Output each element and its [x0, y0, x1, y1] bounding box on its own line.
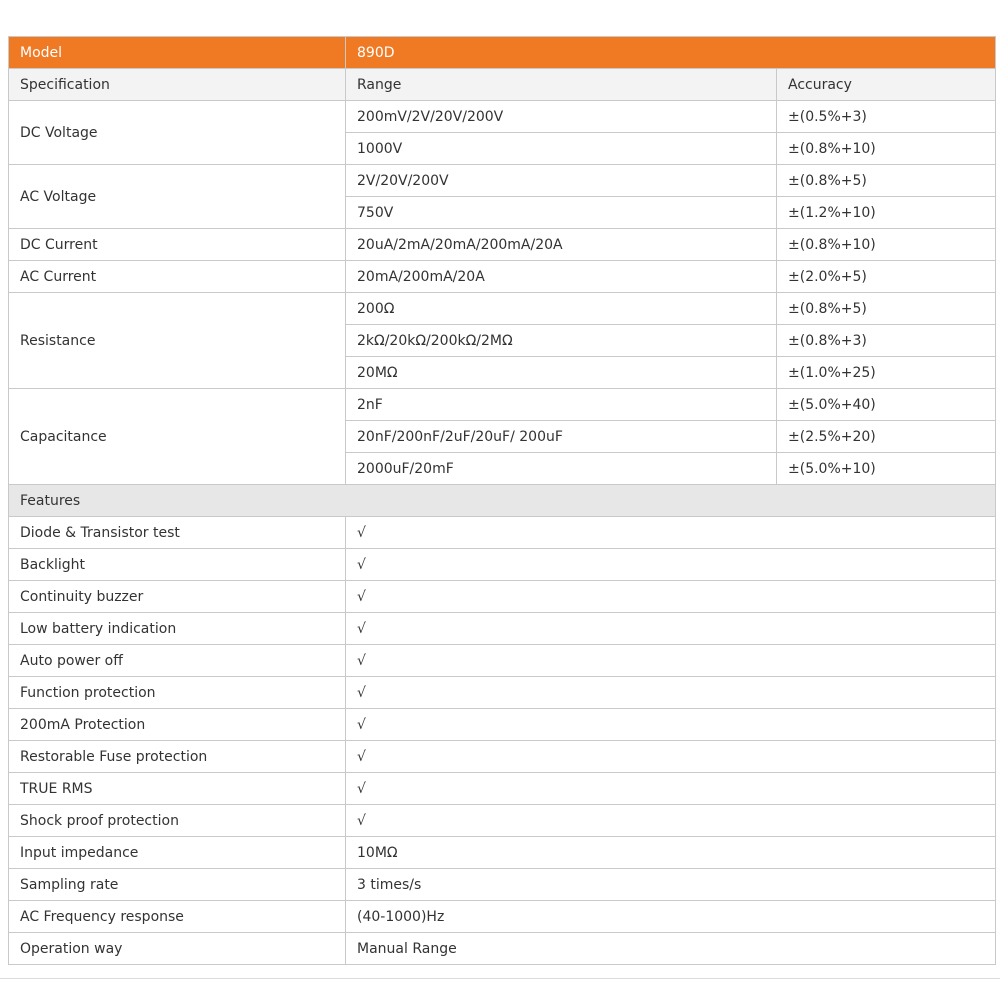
range-cell: 200mV/2V/20V/200V — [346, 101, 777, 133]
spec-label-capacitance: Capacitance — [9, 389, 346, 485]
model-row — [9, 37, 996, 69]
feature-value: √ — [346, 805, 996, 837]
spec-label-ac-voltage: AC Voltage — [9, 165, 346, 229]
model-value: 890D — [346, 37, 996, 69]
feature-row — [9, 517, 996, 549]
spec-row-dc-voltage — [9, 101, 996, 133]
spec-row-ac-current — [9, 261, 996, 293]
accuracy-cell: ±(1.2%+10) — [777, 197, 996, 229]
range-cell: 1000V — [346, 133, 777, 165]
spec-row-dc-current — [9, 229, 996, 261]
feature-value: √ — [346, 677, 996, 709]
range-cell: 2kΩ/20kΩ/200kΩ/2MΩ — [346, 325, 777, 357]
spec-label-ac-current: AC Current — [9, 261, 346, 293]
spec-row-capacitance — [9, 389, 996, 421]
feature-name: Low battery indication — [9, 613, 346, 645]
accuracy-cell: ±(0.8%+10) — [777, 229, 996, 261]
accuracy-cell: ±(2.5%+20) — [777, 421, 996, 453]
spec-label-dc-voltage: DC Voltage — [9, 101, 346, 165]
feature-name: Continuity buzzer — [9, 581, 346, 613]
feature-row — [9, 709, 996, 741]
accuracy-cell: ±(5.0%+40) — [777, 389, 996, 421]
feature-row — [9, 549, 996, 581]
feature-value: Manual Range — [346, 933, 996, 965]
feature-name: Sampling rate — [9, 869, 346, 901]
feature-row — [9, 901, 996, 933]
feature-row — [9, 933, 996, 965]
range-cell: 2V/20V/200V — [346, 165, 777, 197]
feature-value: (40-1000)Hz — [346, 901, 996, 933]
feature-name: Diode & Transistor test — [9, 517, 346, 549]
feature-row — [9, 613, 996, 645]
feature-row — [9, 837, 996, 869]
feature-row — [9, 805, 996, 837]
feature-row — [9, 773, 996, 805]
model-label: Model — [9, 37, 346, 69]
feature-value: √ — [346, 517, 996, 549]
range-cell: 2nF — [346, 389, 777, 421]
accuracy-header: Accuracy — [777, 69, 996, 101]
spec-label-resistance: Resistance — [9, 293, 346, 389]
spec-row-ac-voltage — [9, 165, 996, 197]
range-cell: 750V — [346, 197, 777, 229]
feature-value: √ — [346, 741, 996, 773]
feature-name: Operation way — [9, 933, 346, 965]
spec-label-dc-current: DC Current — [9, 229, 346, 261]
specification-header: Specification — [9, 69, 346, 101]
feature-value: 3 times/s — [346, 869, 996, 901]
feature-name: Auto power off — [9, 645, 346, 677]
feature-value: √ — [346, 773, 996, 805]
accuracy-cell: ±(0.5%+3) — [777, 101, 996, 133]
range-cell: 20nF/200nF/2uF/20uF/ 200uF — [346, 421, 777, 453]
feature-name: Backlight — [9, 549, 346, 581]
spec-row-resistance — [9, 293, 996, 325]
range-cell: 200Ω — [346, 293, 777, 325]
feature-name: Shock proof protection — [9, 805, 346, 837]
feature-value: √ — [346, 709, 996, 741]
spec-header-row — [9, 69, 996, 101]
feature-name: AC Frequency response — [9, 901, 346, 933]
feature-row — [9, 645, 996, 677]
spec-table — [8, 36, 996, 965]
feature-row — [9, 677, 996, 709]
feature-name: Input impedance — [9, 837, 346, 869]
accuracy-cell: ±(0.8%+10) — [777, 133, 996, 165]
range-header: Range — [346, 69, 777, 101]
accuracy-cell: ±(0.8%+5) — [777, 165, 996, 197]
feature-name: 200mA Protection — [9, 709, 346, 741]
feature-row — [9, 581, 996, 613]
feature-value: √ — [346, 549, 996, 581]
accuracy-cell: ±(1.0%+25) — [777, 357, 996, 389]
range-cell: 20MΩ — [346, 357, 777, 389]
accuracy-cell: ±(0.8%+3) — [777, 325, 996, 357]
accuracy-cell: ±(5.0%+10) — [777, 453, 996, 485]
feature-name: Function protection — [9, 677, 346, 709]
range-cell: 20mA/200mA/20A — [346, 261, 777, 293]
accuracy-cell: ±(2.0%+5) — [777, 261, 996, 293]
feature-value: √ — [346, 613, 996, 645]
features-title: Features — [9, 485, 996, 517]
feature-name: Restorable Fuse protection — [9, 741, 346, 773]
range-cell: 2000uF/20mF — [346, 453, 777, 485]
range-cell: 20uA/2mA/20mA/200mA/20A — [346, 229, 777, 261]
feature-value: √ — [346, 581, 996, 613]
page-bottom-edge — [0, 978, 1000, 1001]
feature-value: 10MΩ — [346, 837, 996, 869]
feature-name: TRUE RMS — [9, 773, 346, 805]
feature-row — [9, 869, 996, 901]
feature-value: √ — [346, 645, 996, 677]
features-header-row — [9, 485, 996, 517]
feature-row — [9, 741, 996, 773]
accuracy-cell: ±(0.8%+5) — [777, 293, 996, 325]
